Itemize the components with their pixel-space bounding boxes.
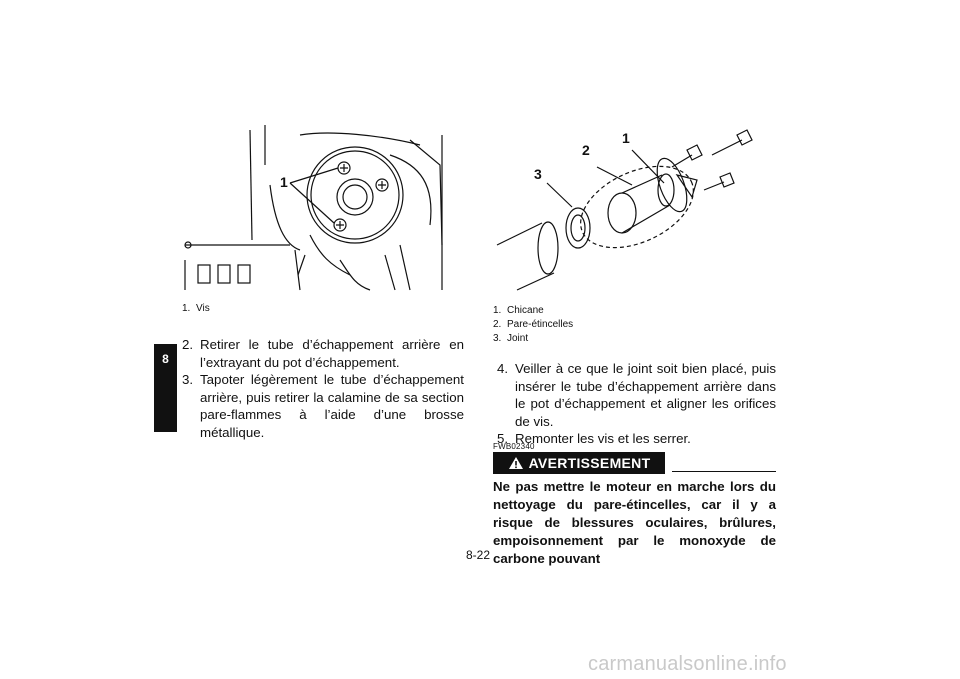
chapter-tab: 8	[154, 344, 177, 432]
right-callout-2: 2	[582, 142, 590, 158]
right-callout-3: 3	[534, 166, 542, 182]
step-3: 3. Tapoter légèrement le tube d’échappement arrière, puis retirer la calamine de sa section pare-flammes à l’aide d’une brosse métallique.	[182, 372, 464, 440]
right-steps	[497, 360, 776, 448]
step-2: 2. Retirer le tube d’échappement arrière en l’extrayant du pot d’échappement.	[182, 337, 464, 370]
warning-label: AVERTISSEMENT	[528, 455, 651, 471]
warning-triangle-icon	[508, 456, 524, 470]
watermark: carmanualsonline.info	[588, 653, 787, 675]
left-figure-caption	[182, 302, 210, 316]
caption-item: 2. Pare-étincelles	[493, 319, 574, 330]
left-callout-1: 1	[280, 174, 288, 190]
warning-rule	[672, 471, 776, 472]
caption-item: 3. Joint	[493, 333, 529, 344]
muffler-screws-figure	[180, 125, 462, 293]
warning-banner	[493, 452, 665, 474]
left-steps	[182, 336, 464, 441]
step-4: 4. Veiller à ce que le joint soit bien placé, puis insérer le tube d’échappement arrière dans le pot d’échappement et aligner les orifices de vis.	[497, 361, 776, 429]
spark-arrester-figure	[492, 125, 778, 293]
warning-code: FWB02340	[493, 442, 535, 451]
page-number: 8-22	[466, 548, 491, 562]
right-figure-caption	[493, 304, 573, 346]
warning-text: Ne pas mettre le moteur en marche lors du nettoyage du pare-étincelles, car il y a risque de blessures oculaires, brûlures, empoisonnement par le monoxyde de carbone pouvant	[493, 479, 776, 566]
right-callout-1: 1	[622, 130, 630, 146]
caption-item: 1. Vis	[182, 303, 210, 314]
step-5: 5. Remonter les vis et les serrer.	[497, 431, 691, 446]
caption-item: 1. Chicane	[493, 305, 544, 316]
